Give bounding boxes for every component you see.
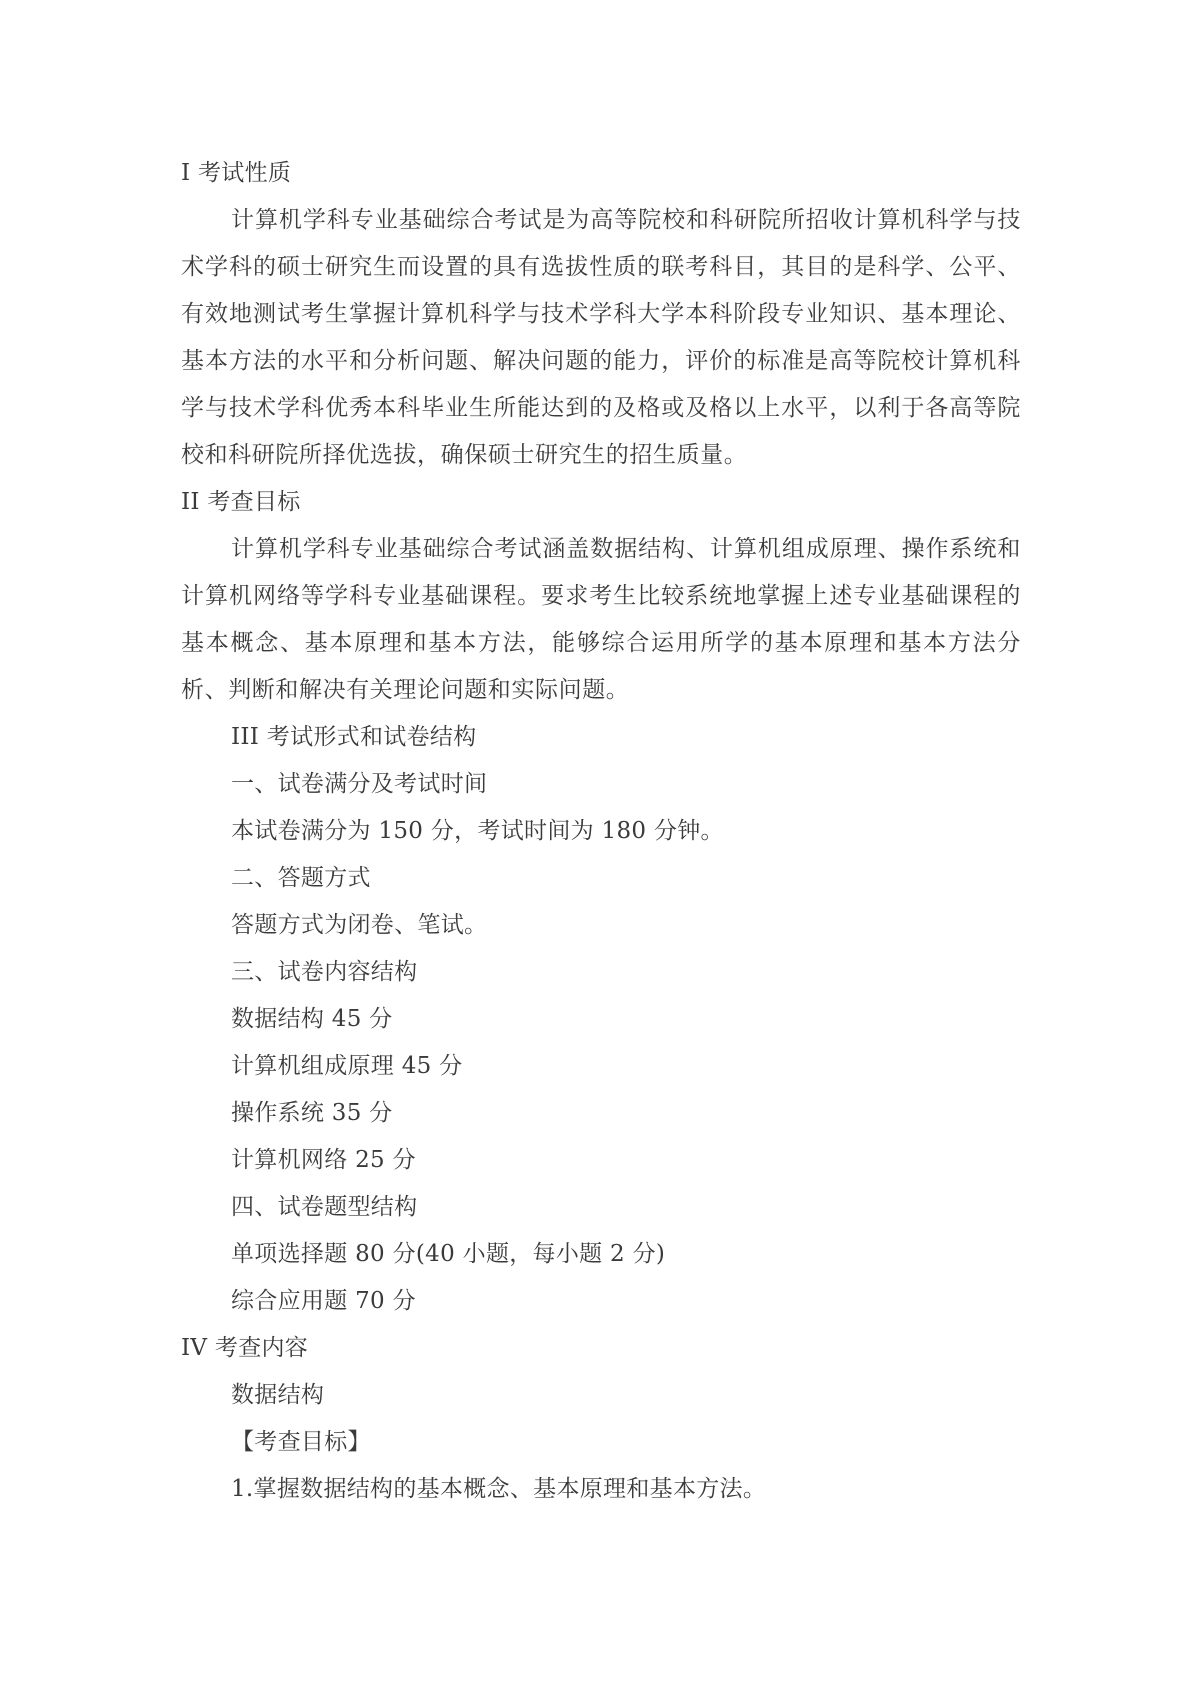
- list-item-comprehensive: 综合应用题 70 分: [231, 1288, 416, 1314]
- subheading-answer-method: 二、答题方式: [231, 865, 371, 891]
- list-item-data-structures: 数据结构 45 分: [231, 1006, 393, 1032]
- subheading-exam-goals: 【考查目标】: [231, 1429, 371, 1455]
- subheading-content-structure: 三、试卷内容结构: [231, 959, 418, 985]
- text-answer-method: 答题方式为闭卷、笔试。: [231, 912, 488, 938]
- paragraph-exam-nature: 计算机学科专业基础综合考试是为高等院校和科研院所招收计算机科学与技术学科的硕士研究生而设置的具有选拔性质的联考科目，其目的是科学、公平、有效地测试考生掌握计算机科学与技术学科大学本科阶段专业知识、基本理论、基本方法的水平和分析问题、解决问题的能力，评价的标准是高等院校计算机科学与技术学科优秀本科毕业生所能达到的及格或及格以上水平，以利于各高等院校和科研院所择优选拔，确保硕士研究生的招生质量。: [181, 207, 1021, 468]
- list-item-multiple-choice: 单项选择题 80 分(40 小题，每小题 2 分): [231, 1241, 666, 1267]
- section-heading-exam-nature: I 考试性质: [181, 160, 292, 186]
- list-item-computer-organization: 计算机组成原理 45 分: [231, 1053, 463, 1079]
- subheading-question-types: 四、试卷题型结构: [231, 1194, 418, 1220]
- section-heading-exam-format: III 考试形式和试卷结构: [231, 724, 477, 750]
- subheading-score-time: 一、试卷满分及考试时间: [231, 771, 488, 797]
- subheading-data-structures: 数据结构: [231, 1382, 325, 1408]
- document-body: [181, 150, 1021, 1513]
- section-heading-exam-content: IV 考查内容: [181, 1335, 309, 1361]
- section-heading-exam-objective: II 考查目标: [181, 489, 301, 515]
- list-item-operating-systems: 操作系统 35 分: [231, 1100, 393, 1126]
- text-score-time: 本试卷满分为 150 分，考试时间为 180 分钟。: [231, 818, 724, 844]
- list-item-goal-1: 1.掌握数据结构的基本概念、基本原理和基本方法。: [231, 1476, 767, 1502]
- list-item-computer-networks: 计算机网络 25 分: [231, 1147, 416, 1173]
- paragraph-exam-objective: 计算机学科专业基础综合考试涵盖数据结构、计算机组成原理、操作系统和计算机网络等学科专业基础课程。要求考生比较系统地掌握上述专业基础课程的基本概念、基本原理和基本方法，能够综合运用所学的基本原理和基本方法分析、判断和解决有关理论问题和实际问题。: [181, 536, 1021, 703]
